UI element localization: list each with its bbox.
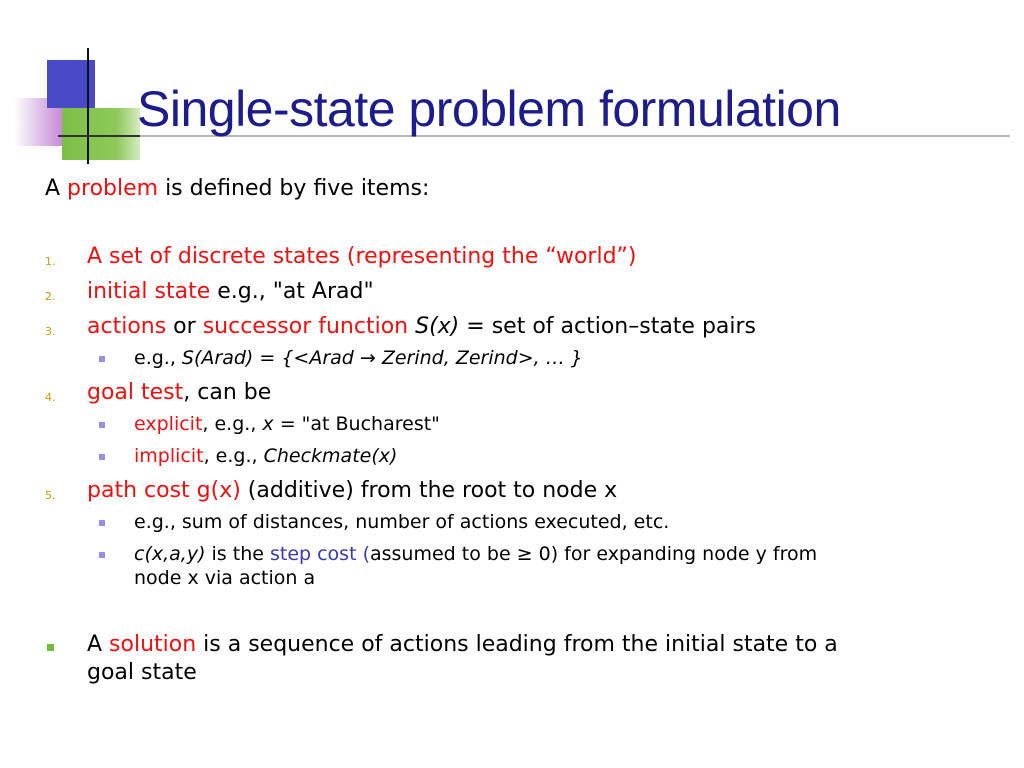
list-item: initial state e.g., "at Arad" xyxy=(87,279,374,304)
item-number: 2. xyxy=(45,290,56,303)
item-number: 5. xyxy=(45,489,56,502)
list-item: goal test, can be xyxy=(87,380,272,405)
item-number: 4. xyxy=(45,391,56,404)
bullet-icon xyxy=(99,422,105,428)
item-number: 1. xyxy=(45,255,56,268)
sub-item: implicit, e.g., Checkmate(x) xyxy=(134,445,398,467)
sub-item: explicit, e.g., x = "at Bucharest" xyxy=(134,413,440,435)
bullet-icon xyxy=(99,552,105,558)
sub-item-continuation: node x via action a xyxy=(134,567,316,589)
bullet-icon xyxy=(47,644,54,651)
bullet-icon xyxy=(99,356,105,362)
solution-continuation: goal state xyxy=(87,660,197,685)
intro-line: A problem is defined by five items: xyxy=(45,176,430,201)
list-item: A set of discrete states (representing the “world”) xyxy=(87,244,637,269)
bullet-icon xyxy=(99,520,105,526)
solution-line: A solution is a sequence of actions leading from the initial state to a xyxy=(87,632,838,657)
page-title: Single-state problem formulation xyxy=(137,81,841,137)
sub-item: e.g., S(Arad) = {<Arad → Zerind, Zerind>, … } xyxy=(134,347,583,369)
bullet-icon xyxy=(99,454,105,460)
list-item: path cost g(x) (additive) from the root to node x xyxy=(87,478,618,503)
item-number: 3. xyxy=(45,325,56,338)
sub-item: c(x,a,y) is the step cost (assumed to be ≥ 0) for expanding node y from xyxy=(134,543,818,565)
list-item: actions or successor function S(x) = set of action–state pairs xyxy=(87,314,757,339)
sub-item: e.g., sum of distances, number of actions executed, etc. xyxy=(134,511,670,533)
